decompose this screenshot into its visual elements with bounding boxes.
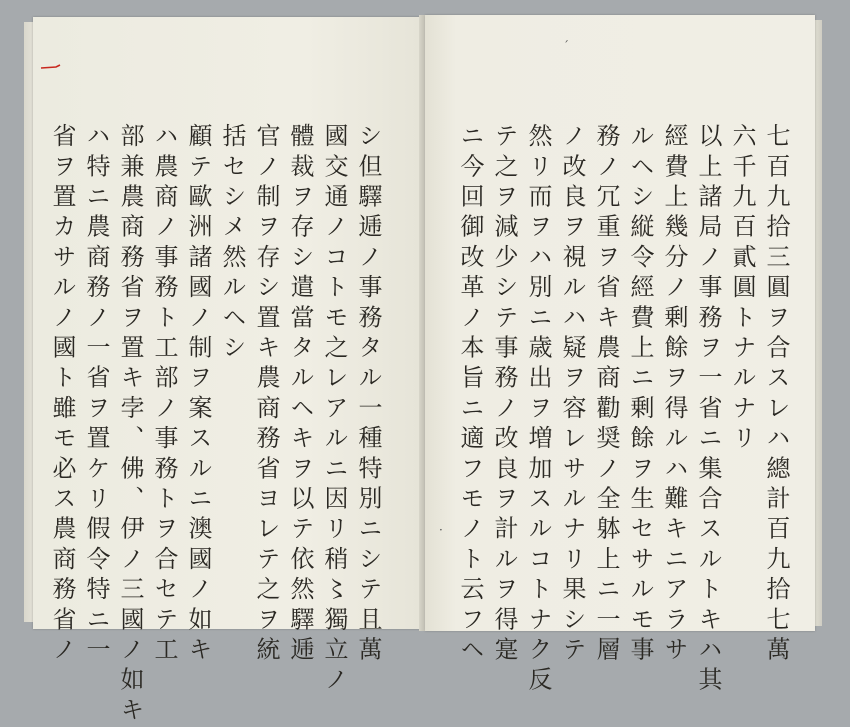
text-column: 部兼農商務省ヲ置キ孛、佛、伊ノ三國ノ如キ [116,123,144,727]
text-column: ルヘシ縦令經費上ニ剰餘ヲ生セサルモ事 [626,123,654,667]
text-column: 以上諸局ノ事務ヲ一省ニ集合スルトキハ其 [694,123,722,697]
left-page [33,17,421,727]
text-column: ハ特ニ農商務ノ一省ヲ置ケリ假令特ニ一 [82,123,110,667]
red-marker-line [40,64,62,70]
text-column: ハ農商ノ事務ト工部ノ事務トヲ合セテ工 [150,123,178,667]
text-column: 六千九百貳圓トナルナリ [728,123,756,456]
text-column: 體裁ヲ存シ遣當タルヘキヲ以テ依然驛逓 [286,123,314,667]
text-column: 然リ而ヲハ別ニ歳出ヲ増加スルコトナク反 [524,123,552,697]
text-column: 括セシメ然ルヘシ [218,123,246,365]
text-column: 經費上幾分ノ剰餘ヲ得ルハ難キニアラサ [660,123,688,667]
text-column: 省ヲ置カサルノ國ト雖モ必ス農商務省ノ [48,123,76,667]
ink-speck: ˊ [563,39,569,53]
right-page [425,15,815,697]
text-column: 國交通ノコトモ之レアルニ因リ稍〻獨立ノ [320,123,348,697]
text-column: ノ改良ヲ視ルハ疑ヲ容レサルナリ果シテ [558,123,586,667]
text-column: テ之ヲ減少シテ事務ノ改良ヲ計ルヲ得寔 [490,123,518,667]
ink-speck: · [439,523,443,537]
text-column: 務ノ冗重ヲ省キ農商勸奨ノ全躰上ニ一層 [592,123,620,667]
text-column: シ但驛逓ノ事務タル一種特別ニシテ且萬 [354,123,382,667]
right-page-edge [814,20,822,626]
text-column: 官ノ制ヲ存シ置キ農商務省ヨレテ之ヲ統 [252,123,280,667]
text-column: 顧テ歐洲諸國ノ制ヲ案スルニ澳國ノ如キ [184,123,212,667]
text-column: ニ今回御改革ノ本旨ニ適フモノト云フヘ [456,123,484,667]
text-column: 七百九拾三圓ヲ合スレハ總計百九拾七萬 [762,123,790,667]
